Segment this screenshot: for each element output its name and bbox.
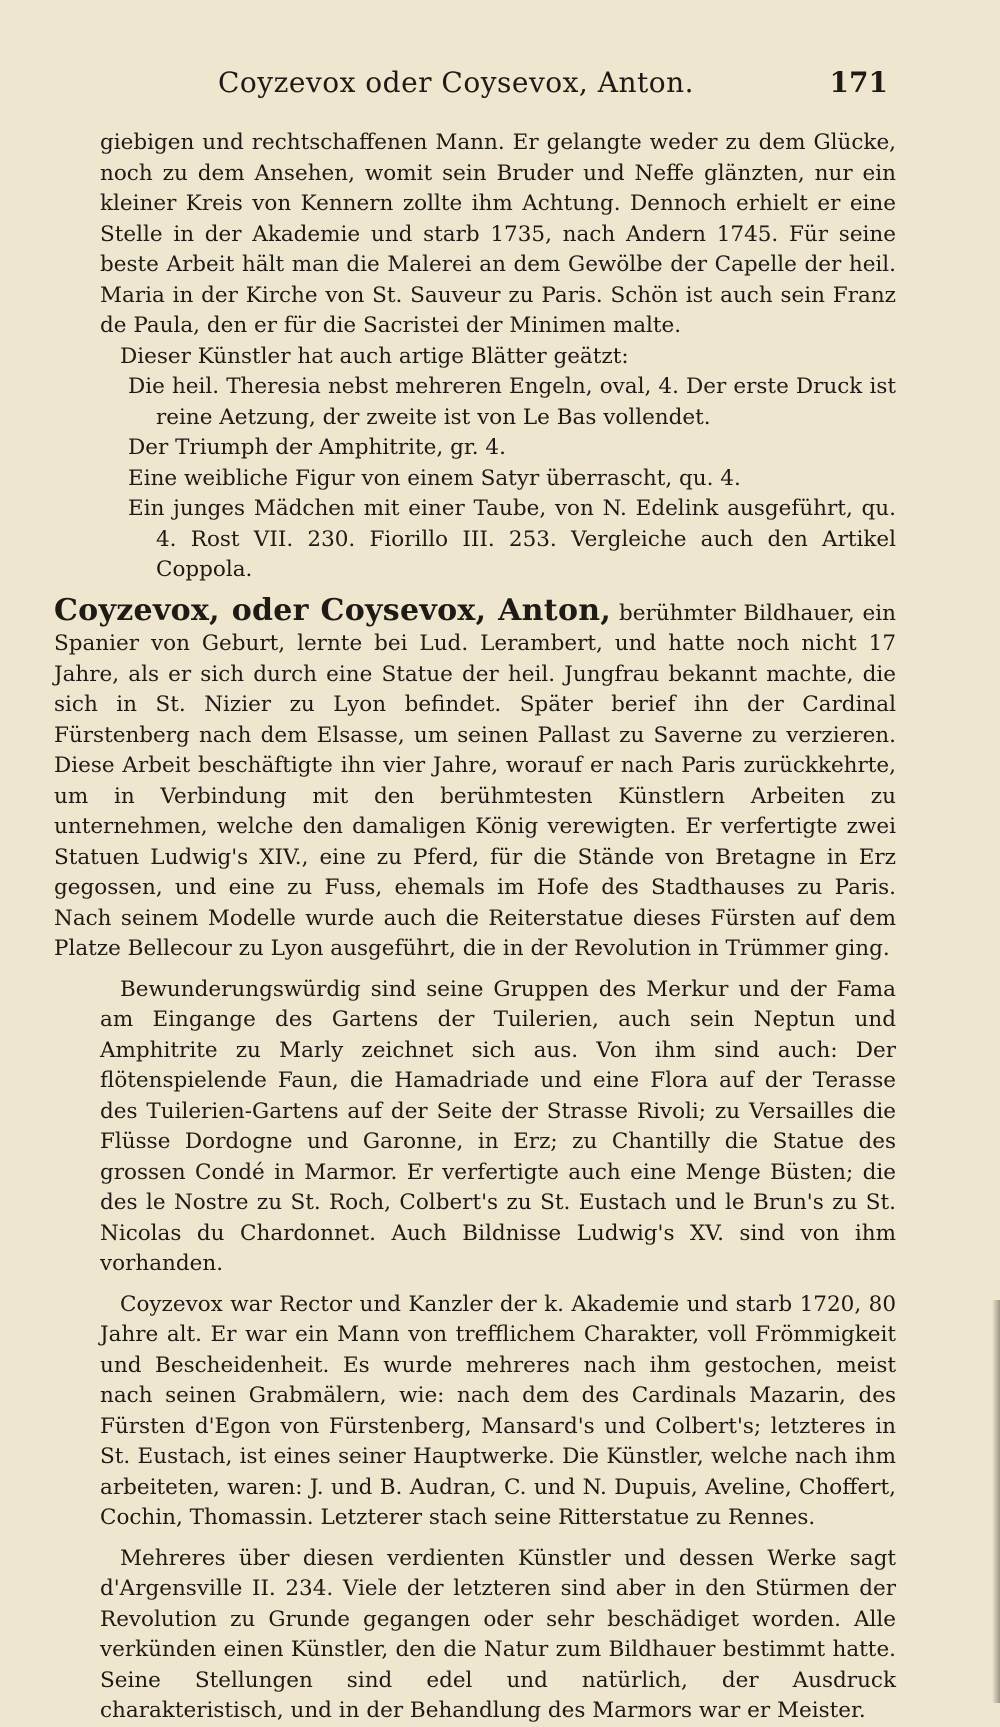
etchings-list — [128, 372, 896, 586]
entry-paragraph: Mehreres über diesen verdienten Künstler und dessen Werke sagt d'Argensville II. 234. Viele der letzteren sind aber in den Stürmen der Revolution zu Grunde gegangen oder sehr beschädiget worden. Alle verkünden einen Künstler, den die Natur zum Bildhauer bestimmt hatte. Seine Stellungen sind edel und natürlich, der Ausdruck charakteristisch, und in der Behandlung des Marmors war er Meister. — [100, 1545, 896, 1723]
etchings-intro: Dieser Künstler hat auch artige Blätter geätzt: — [120, 343, 629, 369]
etching-item: Ein junges Mädchen mit einer Taube, von N. Edelink ausgeführt, qu. 4. Rost VII. 230. Fiorillo III. 253. Vergleiche auch den Artikel Coppola. — [128, 496, 896, 582]
entry-intro-text: berühmter Bildhauer, ein Spanier von Geburt, lernte bei Lud. Lerambert, und hatte noch nicht 17 Jahre, als er sich durch eine Statue der heil. Jungfrau bekannt machte, die sich in St. Nizier zu Lyon befindet. Später berief ihn der Cardinal Fürstenberg nach dem Elsasse, um seinen Pallast zu Saverne zu verzieren. Diese Arbeit beschäftigte ihn vier Jahre, worauf er nach Paris zurückkehrte, um in Verbindung mit den berühmtesten Künstlern Arbeiten zu unternehmen, welche den damaligen König verewigten. Er verfertigte zwei Statuen Ludwig's XIV., eine zu Pferd, für die Stände von Bretagne in Erz gegossen, und eine zu Fuss, ehemals im Hofe des Stadthauses zu Paris. Nach seinem Modelle wurde auch die Reiterstatue dieses Fürsten auf dem Platze Bellecour zu Lyon ausgeführt, die in der Revolution in Trümmer ging. — [54, 600, 896, 961]
continuation-paragraph: giebigen und rechtschaffenen Mann. Er gelangte weder zu dem Glücke, noch zu dem Ansehen, womit sein Bruder und Neffe glänzten, nur ein kleiner Kreis von Kennern zollte ihm Achtung. Dennoch erhielt er eine Stelle in der Akademie und starb 1735, nach Andern 1745. Für seine beste Arbeit hält man die Malerei an dem Gewölbe der Capelle der heil. Maria in der Kirche von St. Sauveur zu Paris. Schön ist auch sein Franz de Paula, den er für die Sacristei der Minimen malte. — [100, 130, 896, 338]
entry-first-paragraph — [54, 592, 896, 965]
entry-paragraph: Coyzevox war Rector und Kanzler der k. Akademie und starb 1720, 80 Jahre alt. Er war ein Mann von trefflichem Charakter, voll Frömmigkeit und Bescheidenheit. Es wurde mehreres nach ihm gestochen, meist nach seinen Grabmälern, wie: nach dem des Cardinals Mazarin, des Fürsten d'Egon von Fürstenberg, Mansard's und Colbert's; letzteres in St. Eustach, ist eines seiner Hauptwerke. Die Künstler, welche nach ihm arbeiteten, waren: J. und B. Audran, C. und N. Dupuis, Aveline, Choffert, Cochin, Thomassin. Letzterer stach seine Ritterstatue zu Rennes. — [100, 1291, 896, 1530]
etching-item: Eine weibliche Figur von einem Satyr überrascht, qu. 4. — [128, 465, 741, 491]
running-title: Coyzevox oder Coysevox, Anton. — [218, 66, 695, 99]
page-edge-shadow — [992, 1300, 1000, 1703]
entry-paragraph: Bewunderungswürdig sind seine Gruppen des Merkur und der Fama am Eingange des Gartens der Tuilerien, auch sein Neptun und Amphitrite zu Marly zeichnet sich aus. Von ihm sind auch: Der flötenspielende Faun, die Hamadriade und eine Flora auf der Terasse des Tuilerien-Gartens auf der Seite der Strasse Rivoli; zu Versailles die Flüsse Dordogne und Garonne, in Erz; zu Chantilly die Statue des grossen Condé in Marmor. Er verfertigte auch eine Menge Büsten; die des le Nostre zu St. Roch, Colbert's zu St. Eustach und le Brun's zu St. Nicolas du Chardonnet. Auch Bildnisse Ludwig's XV. sind von ihm vorhanden. — [100, 976, 896, 1276]
page-body — [54, 128, 896, 1727]
page-number: 171 — [829, 66, 888, 99]
entry-name: Coyzevox, oder Coysevox, Anton, — [54, 592, 612, 628]
etching-item: Die heil. Theresia nebst mehreren Engeln, oval, 4. Der erste Druck ist reine Aetzung, der zweite ist von Le Bas vollendet. — [128, 374, 896, 430]
page-header — [218, 66, 888, 106]
etching-item: Der Triumph der Amphitrite, gr. 4. — [128, 435, 506, 460]
